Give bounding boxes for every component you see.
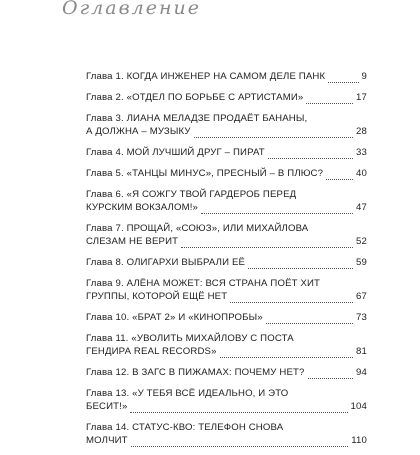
toc-entry-title: Глава 14. СТАТУС-КВО: ТЕЛЕФОН СНОВА bbox=[86, 422, 284, 433]
toc-entry bbox=[86, 277, 367, 303]
toc-page-number: 110 bbox=[351, 435, 367, 446]
toc-entry-title: Глава 12. В ЗАГС В ПИЖАМАХ: ПОЧЕМУ НЕТ? bbox=[86, 367, 305, 378]
toc-entry bbox=[86, 421, 367, 447]
toc-entry-title: Глава 5. «ТАНЦЫ МИНУС», ПРЕСНЫЙ – В ПЛЮС? bbox=[86, 168, 324, 179]
dot-leader bbox=[194, 128, 353, 138]
dot-leader bbox=[328, 73, 358, 83]
toc-entry bbox=[86, 146, 367, 159]
toc-list bbox=[86, 70, 367, 455]
toc-page-number: 81 bbox=[356, 346, 367, 357]
toc-entry bbox=[86, 256, 367, 269]
toc-entry-title: Глава 10. «БРАТ 2» И «КИНОПРОБЫ» bbox=[86, 312, 263, 323]
toc-title: Оглавление bbox=[62, 0, 202, 19]
toc-entry bbox=[86, 332, 367, 358]
dot-leader bbox=[248, 259, 353, 269]
toc-page-number: 40 bbox=[356, 168, 367, 179]
toc-entry-title: Глава 1. КОГДА ИНЖЕНЕР НА САМОМ ДЕЛЕ ПАНК bbox=[86, 71, 326, 82]
toc-entry-title-cont: БЕСИТ!» bbox=[86, 401, 128, 412]
toc-entry-title: Глава 9. АЛЁНА МОЖЕТ: ВСЯ СТРАНА ПОЁТ ХИТ bbox=[86, 278, 321, 289]
toc-entry bbox=[86, 91, 367, 104]
dot-leader bbox=[266, 314, 353, 324]
toc-page-number: 59 bbox=[356, 257, 367, 268]
dot-leader bbox=[201, 204, 353, 214]
toc-page-number: 67 bbox=[356, 291, 367, 302]
toc-entry bbox=[86, 387, 367, 413]
toc-entry-title-cont: МОЛЧИТ bbox=[86, 435, 128, 446]
toc-page-number: 52 bbox=[356, 236, 367, 247]
toc-page-number: 28 bbox=[356, 126, 367, 137]
toc-entry-title: Глава 8. ОЛИГАРХИ ВЫБРАЛИ ЕЁ bbox=[86, 257, 246, 268]
toc-page-number: 9 bbox=[361, 71, 367, 82]
toc-entry-title-cont: ГЕНДИРА REAL RECORDS» bbox=[86, 346, 217, 357]
dot-leader bbox=[308, 369, 354, 379]
toc-page-number: 17 bbox=[356, 92, 367, 103]
dot-leader bbox=[130, 403, 347, 413]
toc-page-number: 47 bbox=[356, 202, 367, 213]
dot-leader bbox=[268, 149, 353, 159]
toc-entry-title: Глава 6. «Я СОЖГУ ТВОЙ ГАРДЕРОБ ПЕРЕД bbox=[86, 189, 297, 200]
toc-entry bbox=[86, 311, 367, 324]
dot-leader bbox=[230, 293, 353, 303]
toc-entry-title-cont: КУРСКИМ ВОКЗАЛОМ!» bbox=[86, 202, 199, 213]
toc-entry-title-cont: А ДОЛЖНА – МУЗЫКУ bbox=[86, 126, 191, 137]
toc-entry-title: Глава 3. ЛИАНА МЕЛАДЗЕ ПРОДАЁТ БАНАНЫ, bbox=[86, 113, 308, 124]
dot-leader bbox=[131, 437, 349, 447]
toc-entry bbox=[86, 70, 367, 83]
toc-page-number: 104 bbox=[350, 401, 367, 412]
dot-leader bbox=[306, 94, 353, 104]
toc-page-number: 33 bbox=[356, 147, 367, 158]
toc-entry-title: Глава 2. «ОТДЕЛ ПО БОРЬБЕ С АРТИСТАМИ» bbox=[86, 92, 304, 103]
toc-entry bbox=[86, 112, 367, 138]
toc-entry bbox=[86, 366, 367, 379]
toc-entry-title: Глава 13. «У ТЕБЯ ВСЁ ИДЕАЛЬНО, И ЭТО bbox=[86, 388, 289, 399]
toc-entry-title-cont: ГРУППЫ, КОТОРОЙ ЕЩЁ НЕТ bbox=[86, 291, 228, 302]
toc-entry-title: Глава 4. МОЙ ЛУЧШИЙ ДРУГ – ПИРАТ bbox=[86, 147, 265, 158]
toc-entry bbox=[86, 222, 367, 248]
toc-entry-title-cont: СЛЕЗАМ НЕ ВЕРИТ bbox=[86, 236, 179, 247]
toc-entry-title: Глава 11. «УВОЛИТЬ МИХАЙЛОВУ С ПОСТА bbox=[86, 333, 294, 344]
toc-page-number: 94 bbox=[356, 367, 367, 378]
dot-leader bbox=[326, 170, 353, 180]
dot-leader bbox=[181, 238, 353, 248]
toc-entry bbox=[86, 188, 367, 214]
toc-entry-title: Глава 7. ПРОЩАЙ, «СОЮЗ», ИЛИ МИХАЙЛОВА bbox=[86, 223, 309, 234]
dot-leader bbox=[220, 348, 353, 358]
toc-page-number: 73 bbox=[356, 312, 367, 323]
toc-entry bbox=[86, 167, 367, 180]
